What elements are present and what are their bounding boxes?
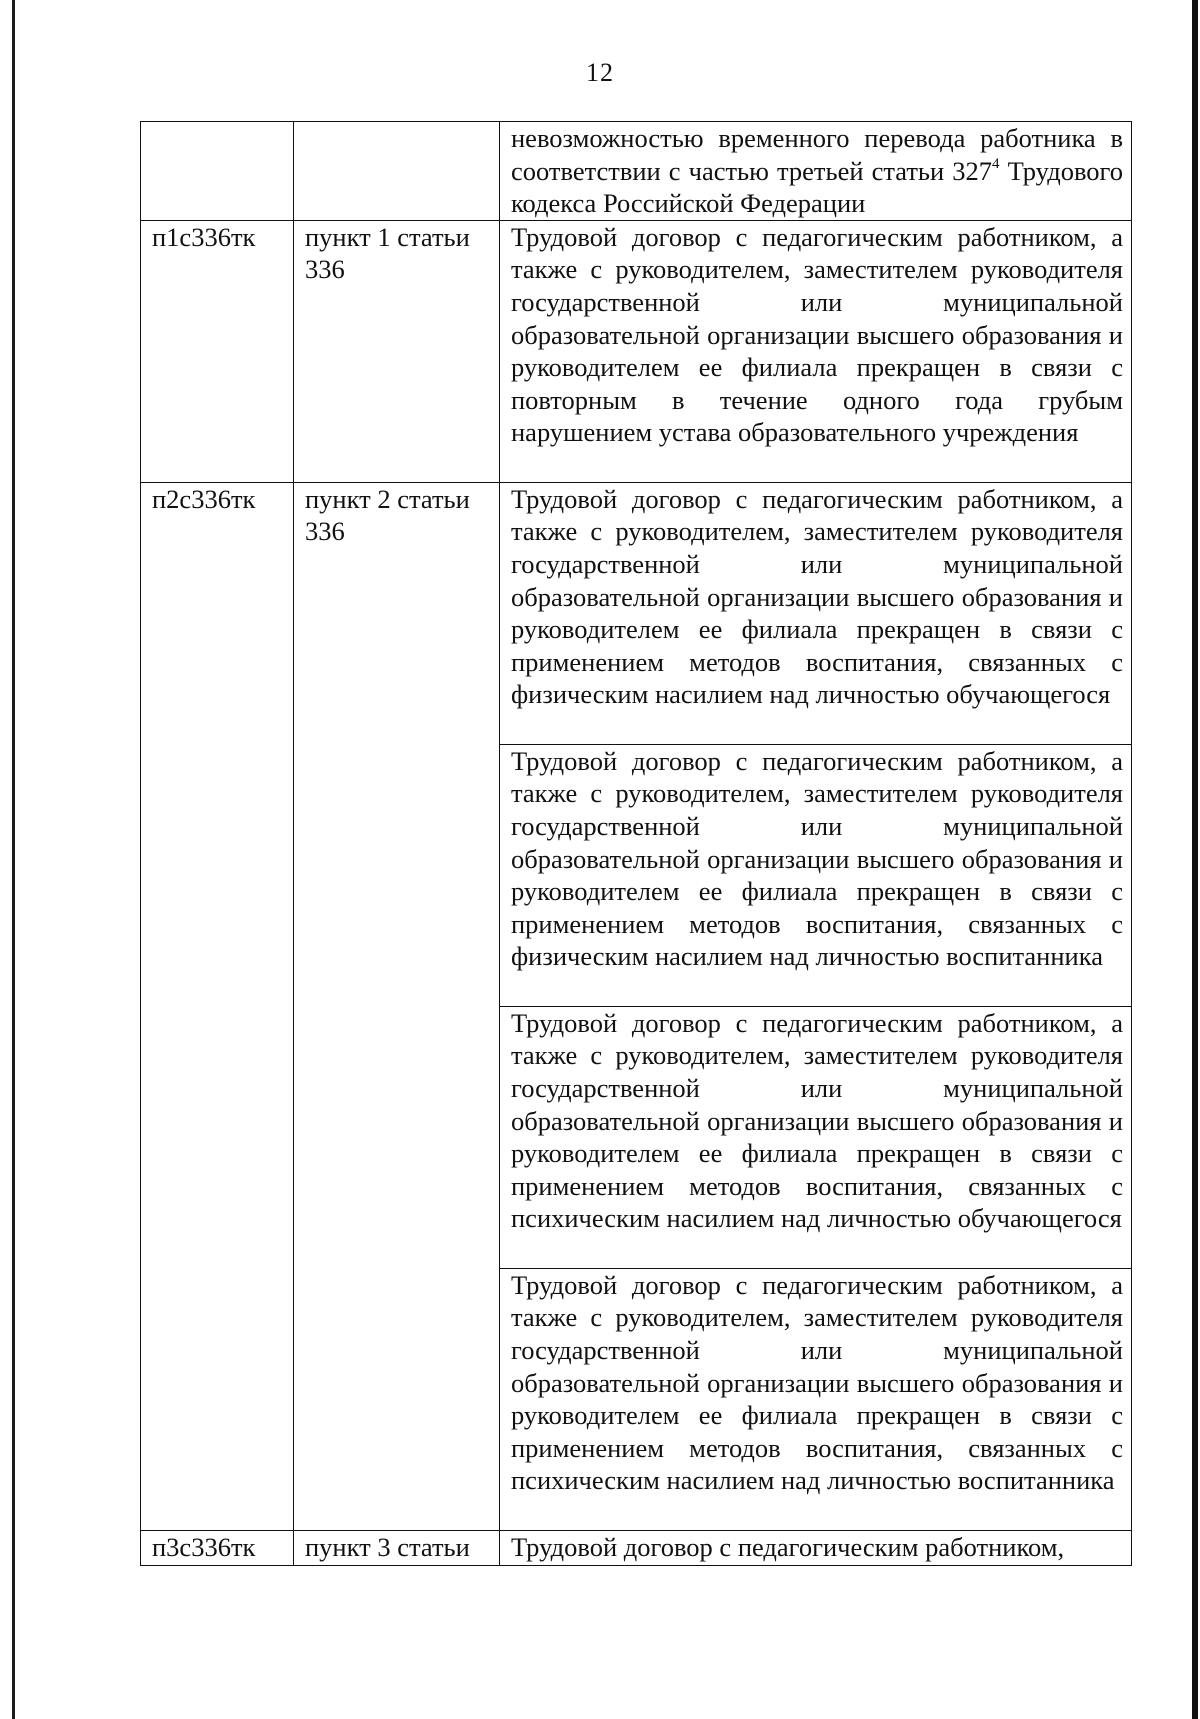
article-cell [294,122,500,221]
code-cell: п1с336тк [141,220,294,482]
description-cell: Трудовой договор с педагогическим работником, [500,1530,1132,1565]
code-cell [141,122,294,221]
code-cell: п2с336тк [141,482,294,1530]
description-cell: Трудовой договор с педагогическим работником, а также с руководителем, заместителем руководителя государственной или муниципальной образовательной организации высшего образования и руководителем ее филиала прекращен в связи с повторным в течение одного года грубым нарушением устава образовательного учреждения [500,220,1132,482]
description-cell: Трудовой договор с педагогическим работником, а также с руководителем, заместителем руководителя государственной или муниципальной образовательной организации высшего образования и руководителем ее филиала прекращен в связи с применением методов воспитания, связанных с психическим насилием над личностью воспитанника [500,1268,1132,1530]
description-text-tail: Трудового кодекса Российской Федерации [511,155,1123,219]
description-text: невозможностью временного перевода работника в соответствии с частью третьей статьи 327 [511,123,1123,186]
article-cell: пункт 3 статьи [294,1530,500,1565]
description-cell: Трудовой договор с педагогическим работником, а также с руководителем, заместителем руководителя государственной или муниципальной образовательной организации высшего образования и руководителем ее филиала прекращен в связи с применением методов воспитания, связанных с физическим насилием над личностью обучающегося [500,482,1132,744]
table-row [141,122,1132,221]
article-cell: пункт 1 статьи 336 [294,220,500,482]
scan-border-left [12,0,15,1719]
table-row [141,482,1132,744]
table-row [141,220,1132,482]
code-cell: п3с336тк [141,1530,294,1565]
codes-table [140,121,1132,1566]
description-cell: Трудовой договор с педагогическим работником, а также с руководителем, заместителем руководителя государственной или муниципальной образовательной организации высшего образования и руководителем ее филиала прекращен в связи с применением методов воспитания, связанных с психическим насилием над личностью обучающегося [500,1006,1132,1268]
page-number: 12 [586,58,614,87]
table-row [141,1530,1132,1565]
scan-border-right [1192,0,1198,1719]
article-cell: пункт 2 статьи 336 [294,482,500,1530]
superscript: 4 [992,155,1000,172]
description-cell [500,122,1132,221]
description-cell: Трудовой договор с педагогическим работником, а также с руководителем, заместителем руководителя государственной или муниципальной образовательной организации высшего образования и руководителем ее филиала прекращен в связи с применением методов воспитания, связанных с физическим насилием над личностью воспитанника [500,744,1132,1006]
